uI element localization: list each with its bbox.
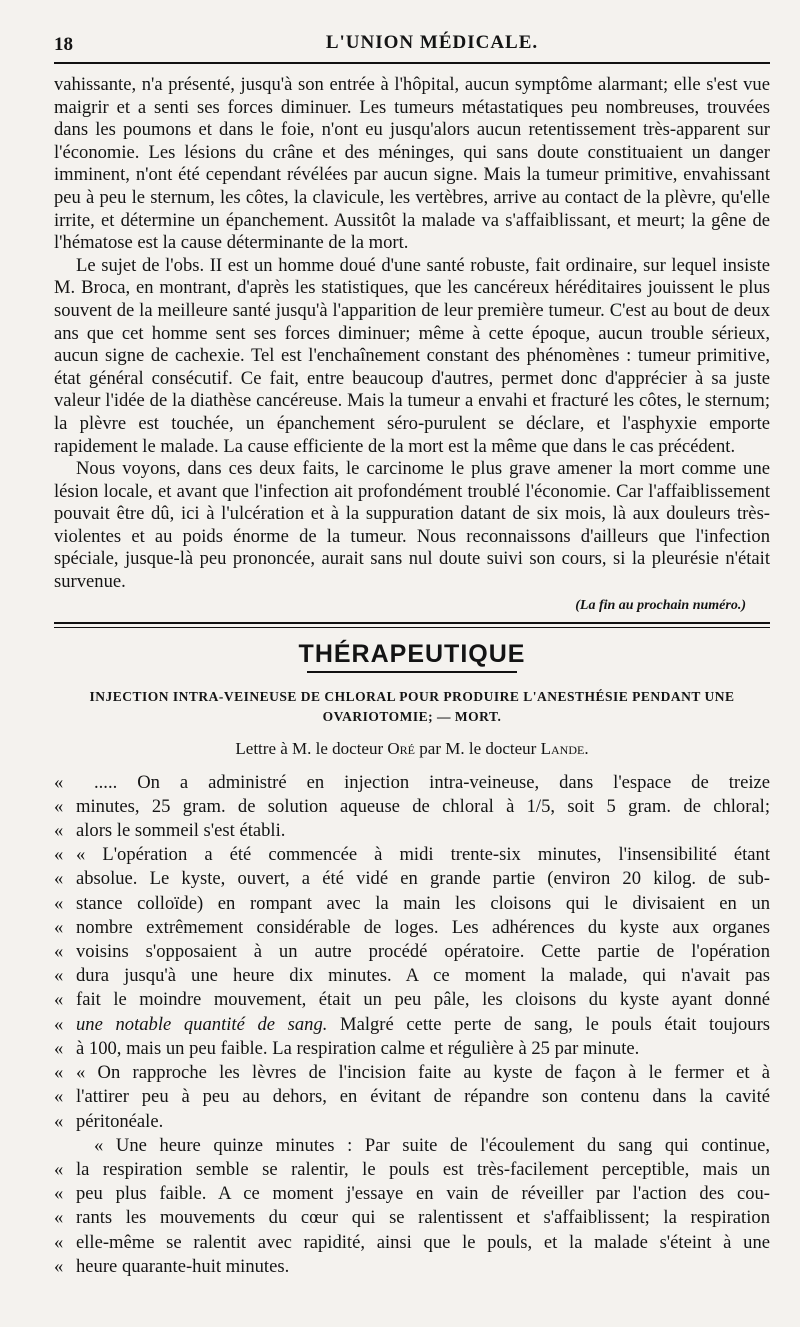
- quote-mark: «: [54, 1037, 64, 1059]
- body-paragraph: Le sujet de l'obs. II est un homme doué d'une santé robuste, fait ordinaire, sur lequel insiste M. Broca, en montrant, d'après les statistiques, que les cancéreux héréditaires jouissent le plus souvent de la meilleure santé jusqu'à l'apparition de leur première tumeur. C'est au bout de deux ans que cet homme sent ses forces diminuer; même à cette époque, aucun trouble sérieux, aucun signe de cachexie. Tel est l'enchaînement constant des phénomènes : tumeur primitive, état général consécutif. Ce fait, entre beaucoup d'autres, permet donc d'apprécier à sa juste valeur l'idée de la diathèse cancéreuse. Mais la tumeur a envahi et fracturé les côtes, le sternum; la plèvre est touchée, un épanchement séro-purulent se déclare, et l'asphyxie emporte rapidement le malade. La cause efficiente de la mort est la même que dans le cas précédent.: [54, 254, 770, 457]
- quote-mark: «: [54, 1062, 64, 1084]
- quote-mark: «: [54, 1207, 64, 1229]
- letter-line-text: voisins s'opposaient à un autre procédé opératoire. Cette partie de l'opération: [76, 941, 770, 963]
- letter-body: [54, 771, 770, 1279]
- letter-recipient: Oré: [387, 738, 416, 758]
- letter-line: [54, 1255, 770, 1279]
- quote-mark: «: [54, 844, 64, 866]
- quote-mark: «: [54, 965, 64, 987]
- letter-line-text: l'attirer peu à peu au dehors, en évitant de répandre son contenu dans la cavité: [76, 1086, 770, 1108]
- running-head: [54, 28, 770, 62]
- letter-line: [54, 892, 770, 916]
- letter-line-text: dura jusqu'à une heure dix minutes. A ce moment la malade, qui n'avait pas: [76, 965, 770, 987]
- letter-author: Lande.: [540, 738, 589, 758]
- letter-line-text: alors le sommeil s'est établi.: [76, 820, 286, 842]
- letter-line-text: absolue. Le kyste, ouvert, a été vidé en grande partie (environ 20 kilog. de sub-: [76, 868, 770, 890]
- letter-line-text: nombre extrêmement considérable de loges. Les adhérences du kyste aux organes: [76, 916, 770, 938]
- letter-line-text: rants les mouvements du cœur qui se ralentissent et s'affaiblissent; la respiration: [76, 1207, 770, 1229]
- quote-mark: «: [54, 916, 64, 938]
- section-divider: [54, 622, 770, 628]
- letter-line: [54, 1231, 770, 1255]
- letter-line: [54, 1037, 770, 1061]
- letter-line: [54, 964, 770, 988]
- letter-line: [54, 1134, 770, 1158]
- letter-line: [54, 1085, 770, 1109]
- quote-mark: «: [54, 1013, 64, 1035]
- quote-mark: «: [54, 1110, 64, 1132]
- body-paragraph: vahissante, n'a présenté, jusqu'à son entrée à l'hôpital, aucun symptôme alarmant; elle s'est vue maigrir et a senti ses forces diminuer. Les tumeurs métastatiques peu nombreuses, trouvées dans les poumons et dans le foie, n'ont eu jusqu'alors aucun retentissement très-apparent sur l'économie. Les lésions du crâne et des méninges, qui sans doute constituaient un danger imminent, n'ont été cependant révélées par aucun signe. Mais la tumeur primitive, envahissant peu à peu le sternum, les côtes, la clavicule, les vertèbres, arrive au contact de la plèvre, qu'elle irrite, et détermine un épanchement. Aussitôt la malade va s'affaiblissant, et meurt; la gêne de l'hématose est la cause déterminante de la mort.: [54, 74, 770, 254]
- letter-line-text: peu plus faible. A ce moment j'essaye en vain de réveiller par l'action des cou-: [76, 1183, 770, 1205]
- section-title: THÉRAPEUTIQUE: [298, 639, 526, 668]
- quote-mark: «: [54, 771, 64, 793]
- letter-line-text: [76, 1013, 770, 1037]
- quote-mark: «: [54, 1158, 64, 1180]
- letter-line-text: elle-même se ralentit avec rapidité, ainsi que le pouls, et la malade s'éteint à une: [76, 1231, 770, 1253]
- letter-line-text: heure quarante-huit minutes.: [76, 1255, 290, 1277]
- letter-line: [54, 1061, 770, 1085]
- letter-line: [54, 988, 770, 1012]
- letter-line-text: « Une heure quinze minutes : Par suite de l'écoulement du sang qui continue,: [94, 1134, 770, 1156]
- letter-line: [54, 1013, 770, 1037]
- article-title: INJECTION INTRA-VEINEUSE DE CHLORAL POUR PRODUIRE L'ANESTHÉSIE PENDANT UNE OVARIOTOMIE; — MORT.: [89, 688, 735, 724]
- quote-mark: «: [54, 868, 64, 890]
- continuation-note: (La fin au prochain numéro.): [575, 597, 746, 613]
- letter-line-text: la respiration semble se ralentir, le pouls est très-facilement perceptible, mais un: [76, 1158, 770, 1180]
- letter-line: [54, 1182, 770, 1206]
- letter-line: [54, 1158, 770, 1182]
- letter-line-text: « On rapproche les lèvres de l'incision faite au kyste de façon à le fermer et à: [76, 1062, 770, 1084]
- journal-title: L'UNION MÉDICALE.: [325, 32, 539, 53]
- quote-mark: «: [54, 795, 64, 817]
- quote-mark: «: [54, 1086, 64, 1108]
- letter-line: [54, 1206, 770, 1230]
- letter-line: [54, 771, 770, 795]
- letter-line-text: ..... On a administré en injection intra-veineuse, dans l'espace de treize: [94, 771, 770, 793]
- letter-heading: [54, 739, 770, 759]
- body-paragraph: Nous voyons, dans ces deux faits, le carcinome le plus grave amener la mort comme une lésion locale, et avant que l'infection ait profondément troublé l'économie. Car l'affaiblissement pouvait être dû, ici à l'ulcération et à la suppuration datant de six mois, là aux douleurs très-violentes et au poids énorme de la tumeur. Nous reconnaissons d'ailleurs que l'infection spéciale, jusque-là peu prononcée, aurait sans nul doute suivi son cours, si la pleurésie n'était survenue.: [54, 458, 770, 593]
- quote-mark: «: [54, 1231, 64, 1253]
- letter-line-text: minutes, 25 gram. de solution aqueuse de chloral à 1/5, soit 5 gram. de chloral;: [76, 795, 770, 817]
- line-text: Malgré cette perte de sang, le pouls était toujours: [327, 1013, 770, 1035]
- quote-mark: «: [54, 1183, 64, 1205]
- quote-mark: «: [54, 892, 64, 914]
- quote-mark: «: [54, 820, 64, 842]
- letter-line: [54, 1110, 770, 1134]
- letter-line-text: à 100, mais un peu faible. La respiration calme et régulière à 25 par minute.: [76, 1037, 640, 1059]
- letter-prefix: Lettre à M. le docteur: [235, 738, 384, 758]
- letter-line-text: fait le moindre mouvement, était un peu pâle, les cloisons du kyste ayant donné: [76, 989, 770, 1011]
- letter-line-text: « L'opération a été commencée à midi trente-six minutes, l'insensibilité étant: [76, 844, 770, 866]
- letter-line: [54, 940, 770, 964]
- header-rule: [54, 62, 770, 64]
- title-underline: [307, 671, 517, 673]
- letter-mid: par M. le docteur: [419, 738, 537, 758]
- page-number: 18: [54, 34, 73, 55]
- letter-line: [54, 819, 770, 843]
- letter-line: [54, 916, 770, 940]
- quote-mark: «: [54, 941, 64, 963]
- quote-mark: «: [54, 1255, 64, 1277]
- letter-line: [54, 795, 770, 819]
- emphasis-text: une notable quantité de sang.: [76, 1013, 328, 1035]
- letter-line: [54, 843, 770, 867]
- letter-line-text: stance colloïde) en rompant avec la main les cloisons qui le divisaient en un: [76, 892, 770, 914]
- letter-line: [54, 867, 770, 891]
- letter-line-text: péritonéale.: [76, 1110, 164, 1132]
- quote-mark: «: [54, 989, 64, 1011]
